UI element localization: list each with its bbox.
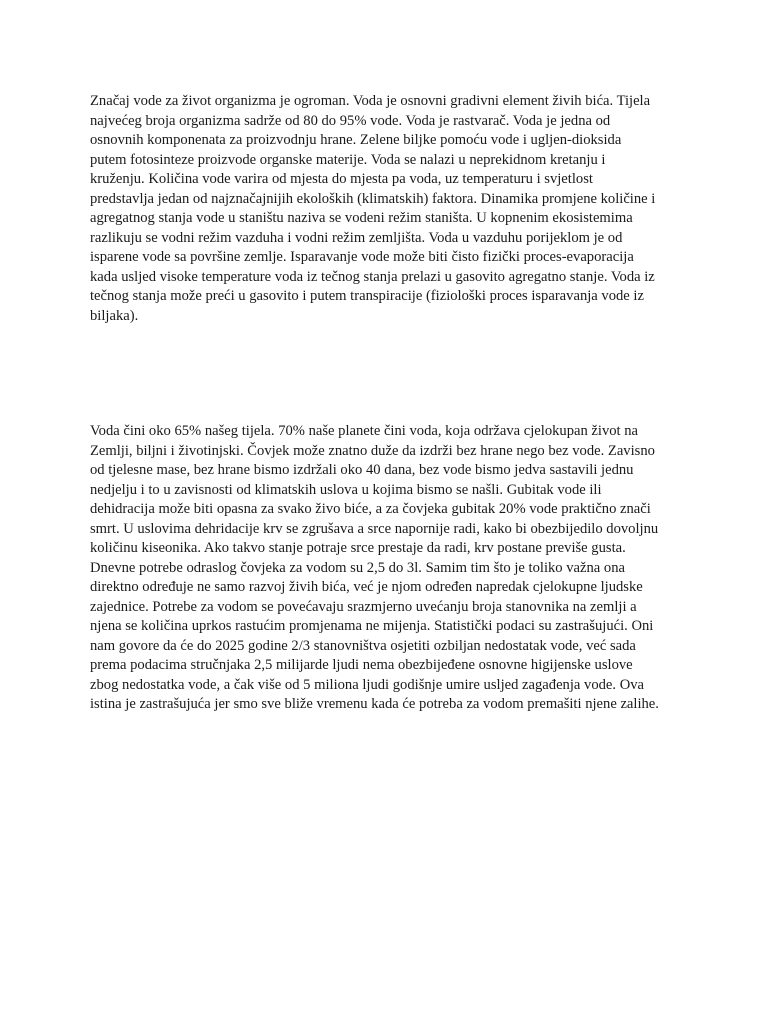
paragraph-water-in-body	[90, 422, 659, 715]
text-line: zbog nedostatka vode, a čak više od 5 miliona ljudi godišnje umire usljed zagađenja vode. Ova	[90, 676, 645, 693]
text-line: prema podacima stručnjaka 2,5 milijarde ljudi nema obezbijeđene osnovne higijenske uslove	[90, 657, 633, 673]
text-line: Voda čini oko 65% našeg tijela. 70% naše planete čini voda, koja održava cjelokupan život na	[90, 423, 639, 439]
text-line: tečnog stanja može preći u gasovito i putem transpiracije (fiziološki proces isparavanja vode iz	[90, 288, 644, 304]
text-line: razlikuju se vodni režim vazduha i vodni režim zemljišta. Voda u vazduhu porijeklom je od	[90, 229, 623, 246]
text-line: direktno određuje ne samo razvoj živih bića, već je njom određen napredak cjelokupne ljudske	[90, 579, 643, 595]
text-line: nedjelju i to u zavisnosti od klimatskih uslova u kojima bismo se našli. Gubitak vode ili	[90, 481, 602, 498]
text-line: Značaj vode za život organizma je ogroman. Voda je osnovni gradivni element živih bića. Tijela	[90, 93, 651, 109]
text-line: istina je zastrašujuća jer smo sve bliže vremenu kada će potreba za vodom premašiti njene zalihe.	[90, 696, 659, 712]
text-line: Zemlji, biljni i životinjski. Čovjek može znatno duže da izdrži bez hrane nego bez vode. Zavisno	[90, 442, 655, 459]
text-line: nam govore da će do 2025 godine 2/3 stanovništva osjetiti ozbiljan nedostatak vode, već sada	[90, 637, 636, 654]
text-line: njena se količina uprkos rastućim promjenama ne mijenja. Statistički podaci su zastrašujući. Oni	[90, 618, 654, 634]
text-line: Dnevne potrebe odraslog čovjeka za vodom su 2,5 do 3l. Samim tim što je toliko važna ona	[90, 559, 625, 576]
text-line: osnovnih komponenata za proizvodnju hrane. Zelene biljke pomoću vode i ugljen-dioksida	[90, 132, 622, 148]
text-line: smrt. U uslovima dehridacije krv se zgrušava a srce napornije radi, kako bi obezbijedilo dovoljnu	[90, 520, 659, 537]
text-line: od tjelesne mase, bez hrane bismo izdržali oko 40 dana, bez vode bismo jedva sastavili jednu	[90, 462, 634, 478]
text-line: najvećeg broja organizma sadrže od 80 do 95% vode. Voda je rastvarač. Voda je jedna od	[90, 112, 611, 129]
text-line: agregatnog stanja vode u staništu naziva se vodeni režim staništa. U kopnenim ekosistemima	[90, 210, 633, 226]
text-line: predstavlja jedan od najznačajnijih ekoloških (klimatskih) faktora. Dinamika promjene količine i	[90, 190, 656, 207]
text-line: kada usljed visoke temperature voda iz tečnog stanja prelazi u gasovito agregatno stanje. Voda iz	[90, 268, 655, 285]
text-line: biljaka).	[90, 307, 139, 324]
text-line: isparene vode sa površine zemlje. Isparavanje vode može biti čisto fizički proces-evaporacija	[90, 249, 634, 265]
text-line: kruženju. Količina vode varira od mjesta do mjesta pa voda, uz temperaturu i svjetlost	[90, 171, 593, 187]
text-line: zajednice. Potrebe za vodom se povećavaju srazmjerno uvećanju broja stanovnika na zemlji a	[90, 598, 637, 615]
text-line: dehidracija može biti opasna za svako živo biće, a za čovjeka gubitak 20% vode praktično znači	[90, 501, 651, 517]
text-line: količinu kiseonika. Ako takvo stanje potraje srce prestaje da radi, krv postane previše gusta.	[90, 540, 626, 556]
text-line: putem fotosinteze proizvode organske materije. Voda se nalazi u neprekidnom kretanju i	[90, 151, 606, 168]
paragraph-water-importance	[90, 92, 655, 326]
